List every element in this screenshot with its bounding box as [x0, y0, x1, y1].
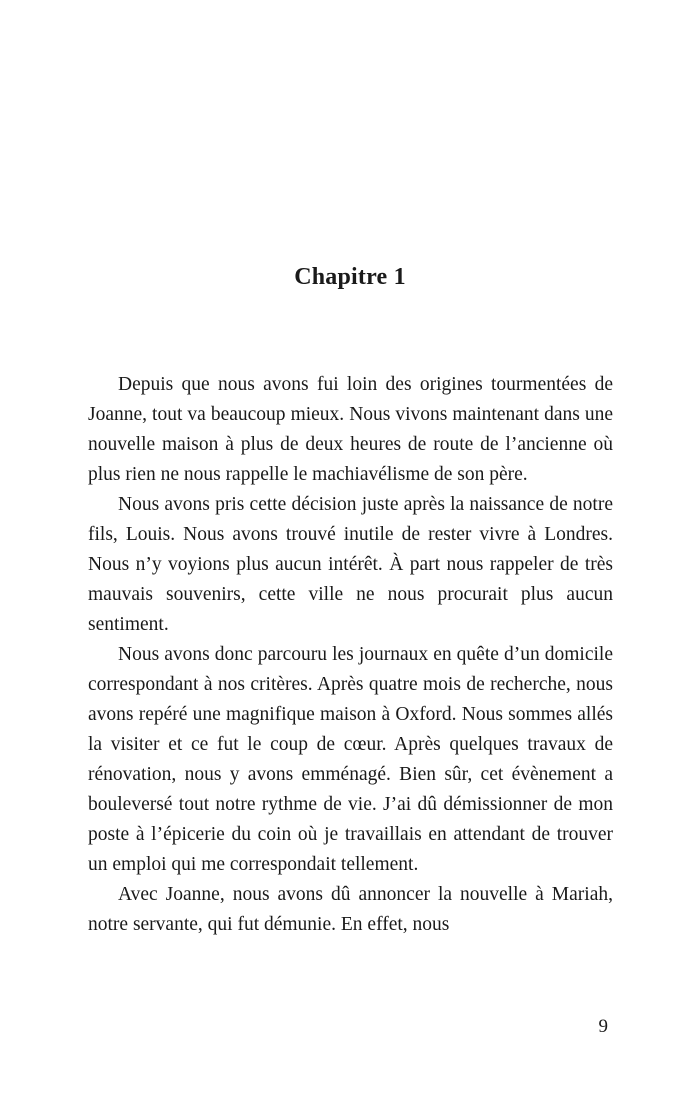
chapter-heading: Chapitre 1: [294, 264, 406, 291]
paragraph: Nous avons donc parcouru les journaux en quête d’un domicile correspondant à nos critères. Après quatre mois de recherche, nous avons repéré une magnifique maison à Oxford. Nous sommes allés la visiter et ce fut le coup de cœur. Après quelques travaux de rénovation, nous y avons emménagé. Bien sûr, cet évènement a bouleversé tout notre rythme de vie. J’ai dû démissionner de mon poste à l’épicerie du coin où je travaillais en attendant de trouver un emploi qui me correspondait tellement.: [88, 644, 613, 875]
paragraph: Avec Joanne, nous avons dû annoncer la nouvelle à Mariah, notre servante, qui fut démunie. En effet, nous: [88, 884, 613, 935]
paragraph: Depuis que nous avons fui loin des origines tourmentées de Joanne, tout va beaucoup mieux. Nous vivons maintenant dans une nouvelle maison à plus de deux heures de route de l’ancienne où plus rien ne nous rappelle le machiavélisme de son père.: [88, 374, 613, 485]
paragraph: Nous avons pris cette décision juste après la naissance de notre fils, Louis. Nous avons trouvé inutile de rester vivre à Londres. Nous n’y voyions plus aucun intérêt. À part nous rappeler de très mauvais souvenirs, cette ville ne nous procurait plus aucun sentiment.: [88, 494, 613, 635]
body-text-block: [88, 370, 613, 940]
page-number: 9: [598, 1016, 608, 1037]
